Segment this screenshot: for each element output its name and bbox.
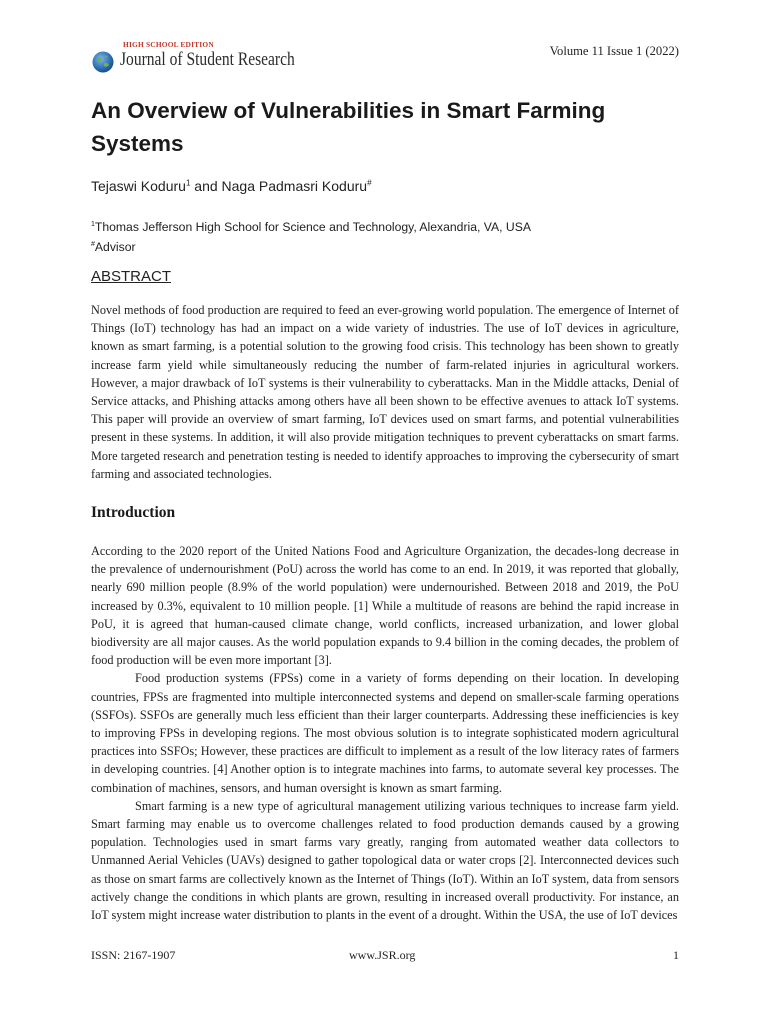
affiliation-2-mark: #	[91, 241, 95, 249]
intro-paragraph-2: Food production systems (FPSs) come in a variety of forms depending on their location. In developing countries, FPSs are fragmented into multiple interconnected systems and depend on smaller-scale farming operations (SSFOs). SSFOs are generally much less efficient than their larger counterparts. Addressing these inefficiencies is key to improving FPSs in developing regions. The most obvious solution is to integrate sophisticated modern agricultural practices into SSFOs; However, these practices are difficult to implement as a result of the low literacy rates of farmers in developing countries. [4] Another option is to integrate machines into farms, to automate several key processes. The combination of machines, sensors, and human oversight is known as smart farming.	[91, 671, 679, 795]
globe-icon	[92, 51, 114, 73]
intro-paragraph-3: Smart farming is a new type of agricultural management utilizing various techniques to increase farm yield. Smart farming may enable us to overcome challenges related to food production demands caused by a growing population. Technologies used in smart farms vary greatly, ranging from automated weather data collectors to Unmanned Aerial Vehicles (UAVs) designed to gather topological data or water crops [2]. Interconnected devices such as those on smart farms are collectively known as the Internet of Things (IoT). Within an IoT system, data from sensors actively change the conditions in which plants are grown, resulting in increased overall productivity. For instance, an IoT system might increase water distribution to plants in the event of a drought. Within the USA, the use of IoT devices	[91, 798, 679, 923]
journal-edition: HIGH SCHOOL EDITION	[123, 40, 214, 49]
journal-name: Journal of Student Research	[120, 50, 295, 70]
author-2: Naga Padmasri Koduru	[221, 178, 368, 194]
affiliation-2	[91, 236, 531, 256]
intro-paragraph-1: According to the 2020 report of the United Nations Food and Agriculture Organization, the decades-long decrease in the prevalence of undernourishment (PoU) across the world has come to an end. In 2019, it was reported that globally, nearly 690 million people (8.9% of the world population) were undernourished. Between 2018 and 2019, the PoU increased by 0.3%, equivalent to 10 million people. [1] While a multitude of reasons are behind the rapid increase in PoU, it is agreed that human-caused climate change, world conflicts, increased urbanization, and lower global biodiversity are all major causes. As the world population expands to 9.4 billion in the coming decades, the problem of food production will be even more important [3].	[91, 544, 679, 668]
journal-logo	[92, 40, 295, 80]
abstract-text: Novel methods of food production are required to feed an ever-growing world population. The emergence of Internet of Things (IoT) technology has had an impact on a wide variety of industries. The use of IoT devices in agriculture, known as smart farming, is a potential solution to the growing food crisis. This technology has been shown to greatly increase farm yield while simultaneously reducing the number of farm-related injuries in agricultural workers. However, a major drawback of IoT systems is their vulnerability to cyberattacks. Man in the Middle attacks, Denial of Service attacks, and Phishing attacks among others have all been shown to be effective avenues to attack IoT systems. This paper will provide an overview of smart farming, IoT devices used on smart farms, and potential vulnerabilities present in these systems. In addition, it will also provide mitigation techniques to prevent cyberattacks on smart farms. More targeted research and penetration testing is needed to identify approaches to improving the cybersecurity of smart farming and associated technologies.	[91, 303, 679, 481]
affiliation-2-text: Advisor	[94, 240, 136, 255]
footer-website[interactable]: www.JSR.org	[349, 948, 416, 962]
paper-title: An Overview of Vulnerabilities in Smart Farming Systems	[91, 98, 606, 156]
author-1-mark: 1	[185, 178, 191, 188]
abstract-heading: ABSTRACT	[91, 268, 172, 285]
page-number: 1	[673, 948, 679, 962]
introduction-heading: Introduction	[91, 504, 176, 521]
volume-issue: Volume 11 Issue 1 (2022)	[549, 44, 679, 58]
affiliation-1	[91, 216, 531, 236]
affiliations	[91, 216, 531, 256]
author-join: and	[190, 178, 222, 194]
author-1: Tejaswi Koduru	[91, 178, 186, 194]
introduction-body	[91, 542, 679, 924]
author-line	[91, 178, 372, 194]
footer-issn: ISSN: 2167-1907	[91, 948, 176, 962]
author-2-mark: #	[367, 178, 372, 188]
affiliation-1-mark: 1	[91, 221, 95, 228]
affiliation-1-text: Thomas Jefferson High School for Science and Technology, Alexandria, VA, USA	[94, 220, 531, 235]
